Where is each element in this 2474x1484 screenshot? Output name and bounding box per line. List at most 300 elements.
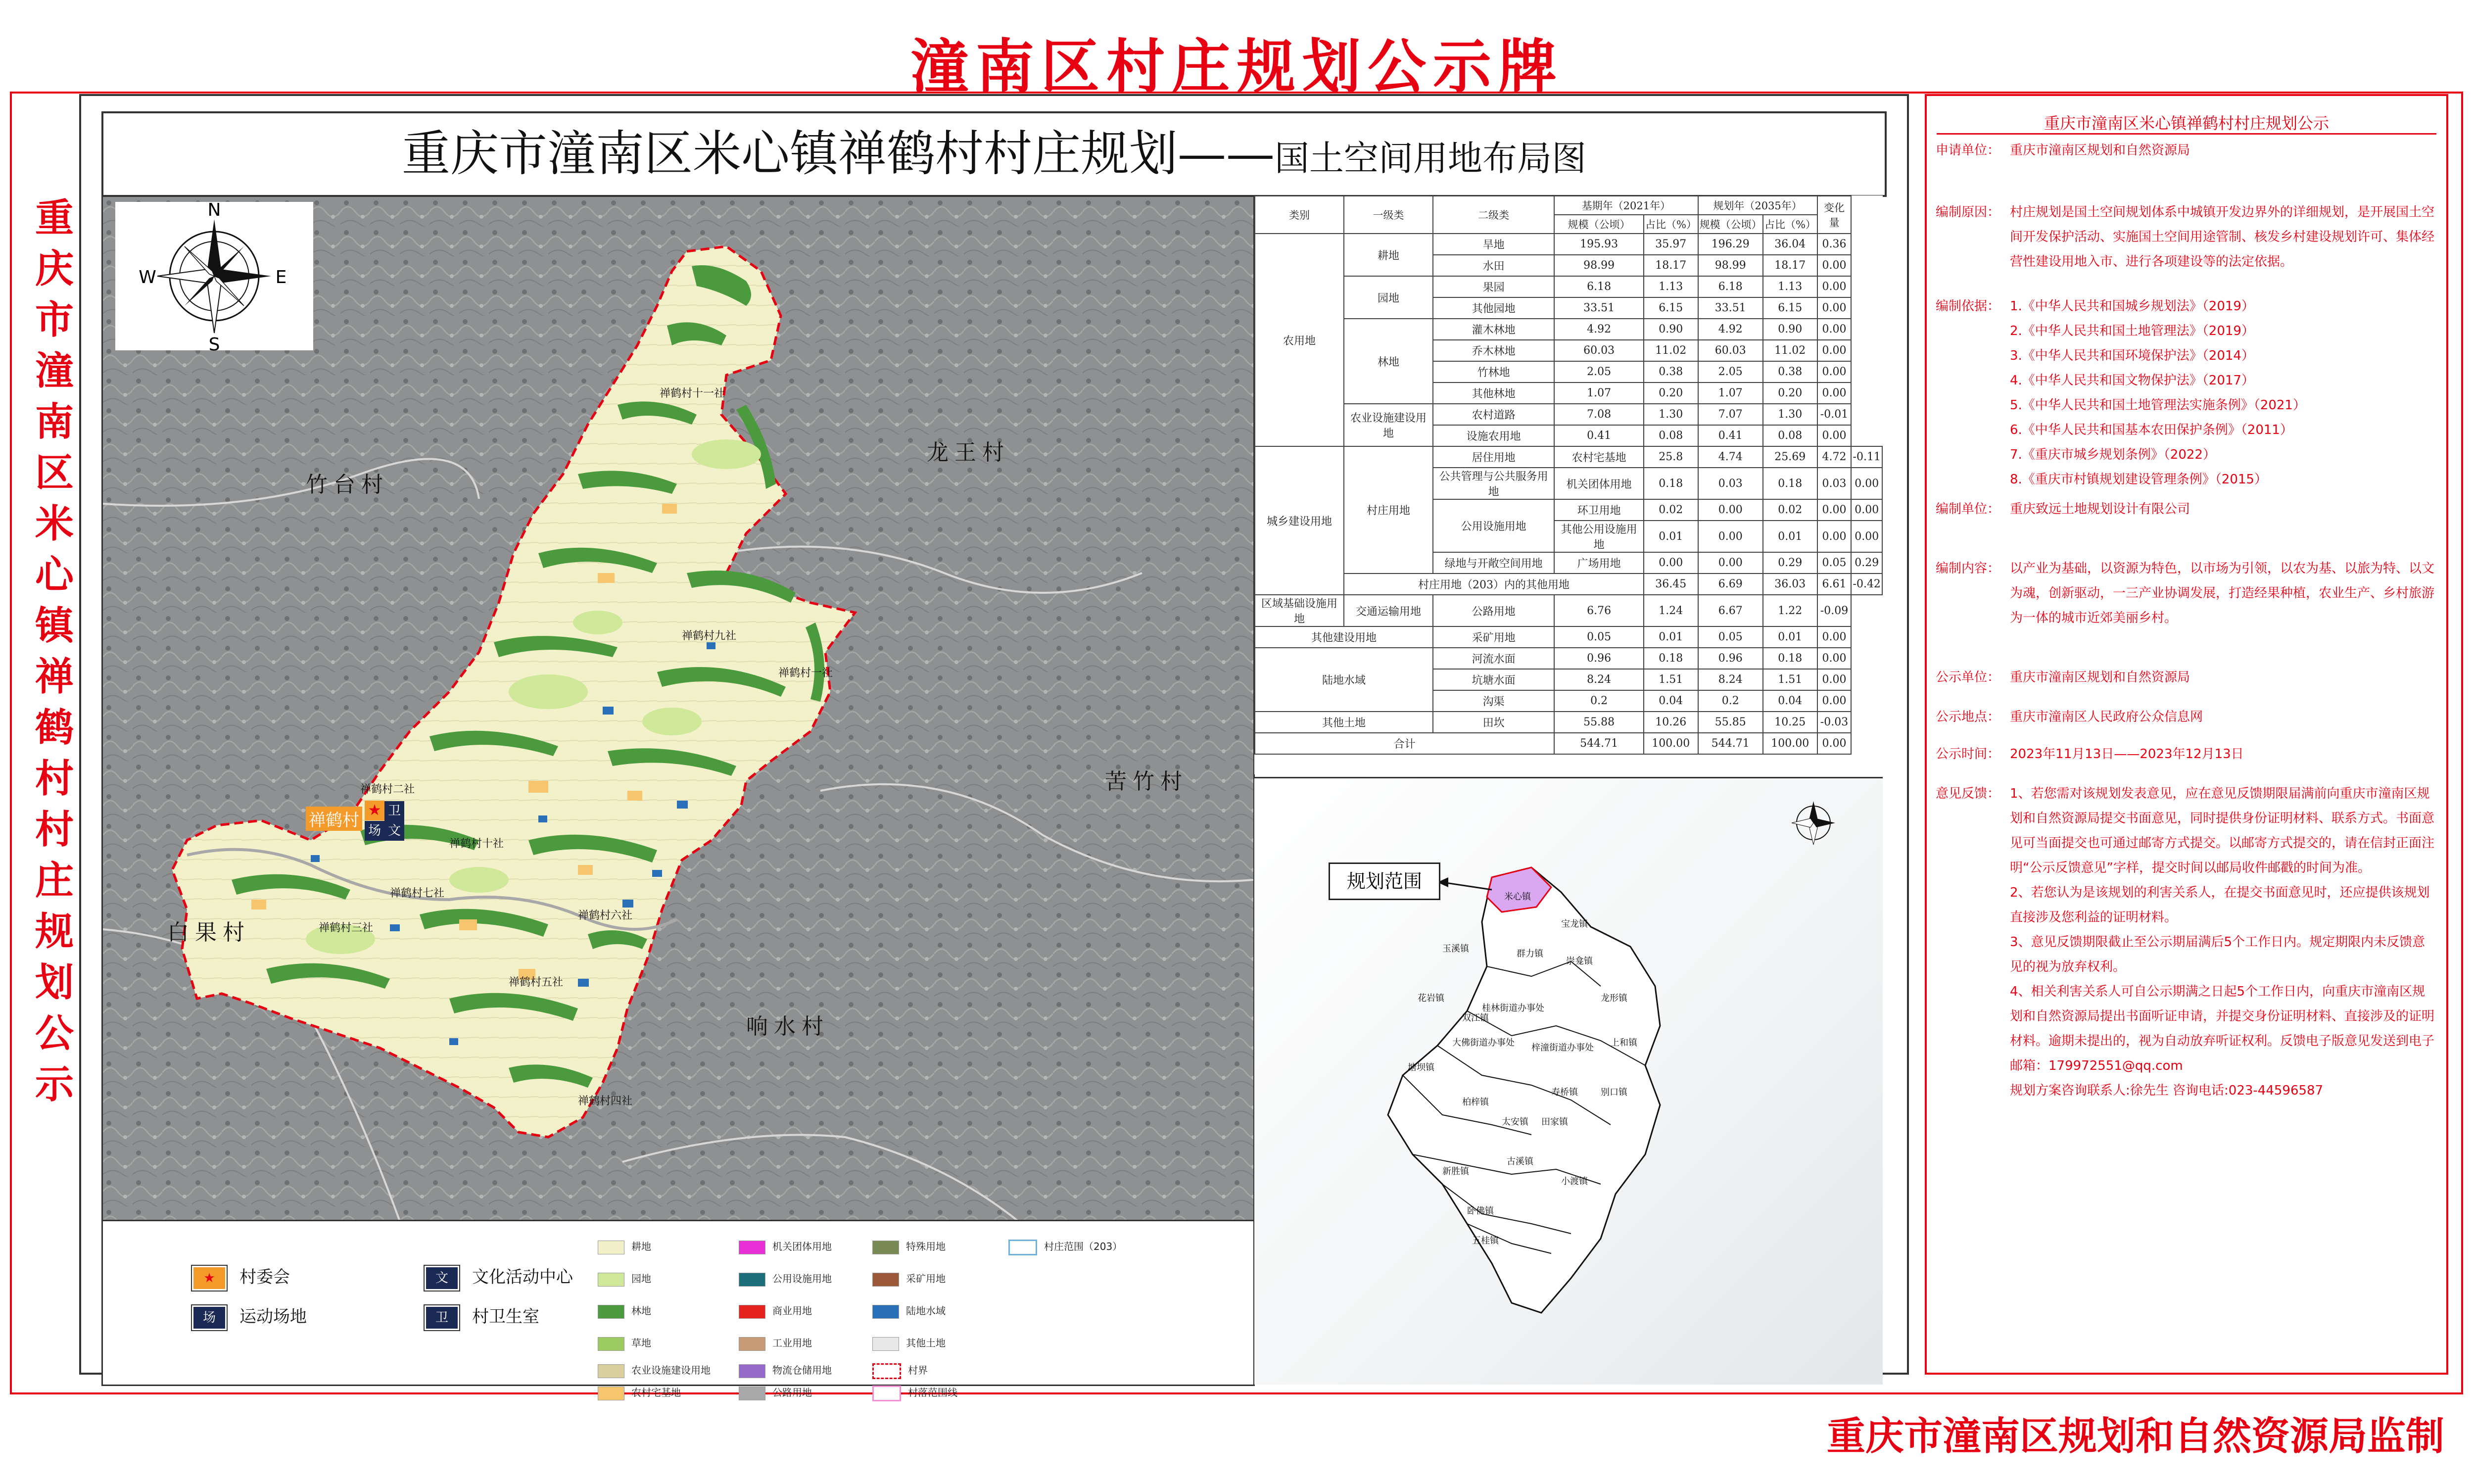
table-cell: 公用设施用地 [1433, 499, 1554, 552]
legend-label: 陆地水域 [906, 1305, 946, 1317]
table-cell: 0.2 [1554, 690, 1644, 712]
table-cell: 村庄用地 [1344, 446, 1433, 574]
table-cell: 0.03 [1698, 468, 1763, 499]
town-label: 花岩镇 [1418, 993, 1444, 1004]
table-cell: 农村道路 [1433, 404, 1554, 425]
legend-item [872, 1335, 946, 1351]
table-cell: 7.08 [1554, 404, 1644, 425]
table-cell: 35.97 [1644, 234, 1698, 255]
table-cell: 居住用地 [1433, 446, 1554, 468]
legend-swatch [598, 1337, 624, 1351]
table-cell: 2.05 [1698, 361, 1763, 383]
map-title-box [101, 111, 1887, 197]
legend-label: 农业设施建设用地 [631, 1364, 711, 1376]
table-cell: 0.01 [1644, 626, 1698, 648]
table-cell: 乔木林地 [1433, 340, 1554, 361]
legend-item [739, 1362, 832, 1378]
legend-swatch [739, 1305, 765, 1319]
table-cell: 0.00 [1698, 552, 1763, 574]
legend-symbol-label: 运动场地 [239, 1307, 307, 1327]
table-cell: -0.03 [1817, 712, 1852, 733]
land-use-map[interactable] [101, 195, 1255, 1223]
table-cell: 合计 [1255, 733, 1554, 754]
group-label: 禅鹤村六社 [578, 910, 633, 922]
legend-item [739, 1303, 812, 1319]
table-cell: 农业设施建设用地 [1344, 404, 1433, 446]
legend-label: 村界 [908, 1364, 928, 1376]
legend-item [598, 1239, 651, 1254]
planning-scope-label: 规划范围 [1329, 862, 1440, 900]
table-cell: 0.00 [1817, 425, 1852, 446]
table-cell: 6.18 [1698, 276, 1763, 297]
table-cell: 98.99 [1554, 255, 1644, 276]
group-label: 禅鹤村十一社 [660, 387, 725, 400]
legend-label: 物流仓储用地 [772, 1364, 832, 1376]
land-use-table [1254, 195, 1883, 755]
village-label-kuzhu: 苦竹村 [1105, 769, 1188, 794]
table-cell: 0.00 [1817, 521, 1852, 552]
table-cell: 100.00 [1644, 733, 1698, 754]
table-cell: 1.51 [1763, 669, 1817, 690]
legend-item [872, 1385, 957, 1401]
legend-label: 林地 [631, 1305, 651, 1317]
legend-swatch [739, 1364, 765, 1378]
table-cell: 6.69 [1698, 574, 1763, 595]
clinic-icon: 卫 [425, 1305, 459, 1330]
signboard-title: 潼南区村庄规划公示牌 [910, 33, 1564, 101]
legend-swatch [598, 1305, 624, 1319]
legend-symbol-label: 村卫生室 [472, 1307, 539, 1327]
table-cell: 0.2 [1698, 690, 1763, 712]
village-label-zhutai: 竹台村 [306, 472, 389, 497]
table-cell: 1.30 [1763, 404, 1817, 425]
table-row [1255, 626, 1882, 648]
table-cell: 0.00 [1817, 255, 1852, 276]
table-row [1255, 733, 1882, 754]
committee-star-icon: ★ [365, 801, 384, 820]
col-header: 变化量 [1817, 196, 1852, 234]
table-cell: 田坎 [1433, 712, 1554, 733]
notice-row-text: 重庆市潼南区人民政府公众信息网 [2010, 710, 2203, 724]
legend-label: 园地 [631, 1273, 651, 1285]
table-cell: 0.96 [1698, 648, 1763, 669]
table-cell: 农村宅基地 [1554, 446, 1644, 468]
table-cell: 0.00 [1817, 276, 1852, 297]
legend-swatch [598, 1364, 624, 1378]
table-cell: 0.18 [1644, 468, 1698, 499]
leader-line [1442, 882, 1492, 890]
town-label: 桂林街道办事处 [1482, 1003, 1544, 1013]
town-label: 宝龙镇 [1561, 919, 1588, 929]
table-cell: 196.29 [1698, 234, 1763, 255]
col-header: 二级类 [1433, 196, 1554, 234]
table-cell: 544.71 [1698, 733, 1763, 754]
inset-north-arrow [1792, 801, 1835, 845]
legend-swatch [739, 1241, 765, 1254]
committee-star-icon: ★ [192, 1266, 227, 1291]
notice-panel [1925, 94, 2448, 1375]
table-row [1255, 574, 1882, 595]
legend-swatch [1008, 1240, 1037, 1255]
legend-label: 公路用地 [772, 1387, 812, 1398]
table-cell: 2.05 [1554, 361, 1644, 383]
table-cell: 耕地 [1344, 234, 1433, 276]
town-label: 崇龛镇 [1566, 956, 1593, 966]
group-label: 禅鹤村一社 [778, 667, 833, 679]
table-cell: 4.92 [1698, 319, 1763, 340]
table-cell: 0.29 [1763, 552, 1817, 574]
notice-divider [1937, 133, 2436, 135]
notice-row-text: 重庆市潼南区规划和自然资源局 [2010, 670, 2190, 685]
village-center-marker[interactable] [306, 801, 404, 841]
legend-item [598, 1303, 651, 1319]
table-row [1255, 712, 1882, 733]
table-cell: 0.96 [1554, 648, 1644, 669]
table-cell: 36.45 [1644, 574, 1698, 595]
legend-swatch [872, 1337, 899, 1351]
col-header: 基期年（2021年） [1554, 196, 1698, 215]
table-row [1255, 595, 1882, 626]
table-cell: 36.04 [1763, 234, 1817, 255]
table-cell: 竹林地 [1433, 361, 1554, 383]
table-cell: 1.30 [1644, 404, 1698, 425]
legend-label: 采矿用地 [906, 1273, 946, 1285]
table-cell: 灌木林地 [1433, 319, 1554, 340]
legend-item [739, 1335, 812, 1351]
notice-row-label: 编制内容： [1936, 561, 2000, 576]
legend-label: 特殊用地 [906, 1241, 946, 1252]
table-cell: 广场用地 [1554, 552, 1644, 574]
legend-label: 公用设施用地 [772, 1273, 832, 1285]
table-cell: 1.51 [1644, 669, 1698, 690]
table-cell: 0.00 [1817, 648, 1852, 669]
table-cell: 0.08 [1644, 425, 1698, 446]
table-cell: 0.90 [1763, 319, 1817, 340]
legend-swatch [598, 1273, 624, 1287]
table-cell: 0.05 [1698, 626, 1763, 648]
culture-center-icon: 文 [384, 821, 404, 841]
supervisor-footer: 重庆市潼南区规划和自然资源局监制 [1826, 1414, 2444, 1459]
table-cell: 0.00 [1817, 733, 1852, 754]
table-cell: 0.02 [1644, 499, 1698, 521]
table-cell: 8.24 [1698, 669, 1763, 690]
table-cell: 0.05 [1554, 626, 1644, 648]
legend-label: 草地 [631, 1337, 651, 1349]
table-cell: 0.36 [1817, 234, 1852, 255]
table-cell: 林地 [1344, 319, 1433, 404]
table-cell: 0.03 [1817, 468, 1852, 499]
compass-w: W [139, 267, 156, 287]
table-cell: 25.69 [1763, 446, 1817, 468]
table-cell: 25.8 [1644, 446, 1698, 468]
town-label: 玉溪镇 [1442, 944, 1469, 954]
legend-item [739, 1239, 832, 1254]
legend-label: 工业用地 [772, 1337, 812, 1349]
town-label: 塘坝镇 [1408, 1062, 1434, 1073]
compass-rose [115, 200, 313, 355]
table-cell: 0.00 [1817, 669, 1852, 690]
table-cell: 1.13 [1763, 276, 1817, 297]
group-label: 禅鹤村九社 [682, 630, 737, 642]
legend-label: 商业用地 [772, 1305, 812, 1317]
town-label: 寿桥镇 [1551, 1087, 1578, 1098]
legend-symbol-committee [192, 1263, 290, 1291]
table-row [1255, 446, 1882, 468]
legend-item [598, 1335, 651, 1351]
table-cell: 0.41 [1698, 425, 1763, 446]
table-cell: 55.85 [1698, 712, 1763, 733]
table-cell: 其他土地 [1255, 712, 1433, 733]
table-cell: 0.04 [1763, 690, 1817, 712]
legend-item [872, 1303, 946, 1319]
notice-row-label: 公示时间： [1936, 747, 2000, 762]
legend-item [598, 1362, 711, 1378]
map-legend [101, 1220, 1255, 1398]
group-label: 禅鹤村四社 [578, 1095, 633, 1107]
table-row [1255, 234, 1882, 255]
table-cell: 0.00 [1851, 468, 1882, 499]
notice-row-text: 2023年11月13日——2023年12月13日 [2010, 747, 2244, 762]
legend-symbol-clinic [425, 1303, 539, 1330]
notice-title: 重庆市潼南区米心镇禅鹤村村庄规划公示 [2044, 114, 2329, 133]
legend-swatch [872, 1363, 901, 1379]
legend-label: 村落范围线 [908, 1387, 957, 1398]
village-label-baiguo: 白果村 [167, 920, 250, 945]
compass-s: S [208, 335, 220, 355]
legend-label: 耕地 [631, 1241, 651, 1252]
table-cell: 0.18 [1763, 648, 1817, 669]
table-cell: -0.09 [1817, 595, 1852, 626]
table-cell: 城乡建设用地 [1255, 446, 1344, 595]
table-cell: 旱地 [1433, 234, 1554, 255]
table-cell: 0.00 [1817, 383, 1852, 404]
clinic-icon: 卫 [384, 801, 404, 821]
col-subheader: 规模（公顷） [1554, 215, 1644, 234]
map-canvas [103, 197, 1253, 1221]
table-cell: 6.18 [1554, 276, 1644, 297]
map-subtitle: 国土空间用地布局图 [1275, 138, 1586, 179]
table-cell: 陆地水域 [1255, 648, 1433, 712]
table-cell: 0.00 [1817, 361, 1852, 383]
group-label: 禅鹤村十社 [449, 838, 504, 850]
town-label: 龙形镇 [1601, 993, 1627, 1004]
table-cell: 10.25 [1763, 712, 1817, 733]
legend-swatch [872, 1241, 899, 1254]
table-cell: 6.15 [1644, 297, 1698, 319]
town-label: 上和镇 [1611, 1038, 1637, 1048]
table-cell: 果园 [1433, 276, 1554, 297]
table-cell: 33.51 [1698, 297, 1763, 319]
compass-n: N [207, 200, 221, 220]
notice-row-label: 公示地点： [1936, 710, 2000, 724]
culture-center-icon: 文 [425, 1266, 459, 1291]
notice-row-label: 编制单位： [1936, 502, 2000, 517]
town-label: 别口镇 [1601, 1087, 1627, 1098]
table-cell: 绿地与开敞空间用地 [1433, 552, 1554, 574]
table-cell: 坑塘水面 [1433, 669, 1554, 690]
land-use-table-panel [1254, 195, 1883, 774]
table-cell: 0.18 [1644, 648, 1698, 669]
legend-item [872, 1271, 946, 1287]
table-row [1255, 648, 1882, 669]
table-cell: 6.76 [1554, 595, 1644, 626]
town-label: 梓潼街道办事处 [1531, 1043, 1594, 1053]
village-label-xiangshui: 响水村 [746, 1014, 829, 1039]
table-cell: 1.07 [1698, 383, 1763, 404]
notice-row-label: 申请单位： [1936, 143, 2000, 158]
town-label: 大佛街道办事处 [1452, 1038, 1515, 1048]
table-row [1255, 276, 1882, 297]
table-cell: -0.01 [1817, 404, 1852, 425]
town-label: 米心镇 [1504, 892, 1531, 902]
legend-symbol-label: 村委会 [239, 1267, 290, 1287]
table-cell: 4.72 [1817, 446, 1852, 468]
legend-swatch [739, 1387, 765, 1400]
col-subheader: 占比（%） [1763, 215, 1817, 234]
notice-row-text: 村庄规划是国土空间规划体系中城镇开发边界外的详细规划，是开展国土空间开发保护活动、实施国土空间用途管制、核发乡村建设规划许可、集体经营性建设用地入市、进行各项建设等的法定依据。 [2010, 205, 2435, 269]
table-cell: 1.24 [1644, 595, 1698, 626]
table-cell: 0.00 [1644, 552, 1698, 574]
table-cell: 园地 [1344, 276, 1433, 319]
legend-item [739, 1271, 832, 1287]
legend-swatch [598, 1241, 624, 1254]
table-cell: 0.05 [1817, 552, 1852, 574]
table-cell: 机关团体用地 [1554, 468, 1644, 499]
legend-item [739, 1385, 812, 1400]
table-cell: 区域基础设施用地 [1255, 595, 1344, 626]
table-cell: 0.02 [1763, 499, 1817, 521]
table-cell: 100.00 [1763, 733, 1817, 754]
table-cell: 0.29 [1851, 552, 1882, 574]
table-cell: 98.99 [1698, 255, 1763, 276]
col-header: 一级类 [1344, 196, 1433, 234]
map-title: 重庆市潼南区米心镇禅鹤村村庄规划—— [401, 126, 1275, 182]
legend-item [1008, 1239, 1122, 1255]
town-label: 卧佛镇 [1467, 1206, 1494, 1216]
table-cell: 0.00 [1817, 319, 1852, 340]
table-cell: 10.26 [1644, 712, 1698, 733]
table-cell: 33.51 [1554, 297, 1644, 319]
table-cell: 0.00 [1817, 690, 1852, 712]
table-cell: 公路用地 [1433, 595, 1554, 626]
table-cell: 0.00 [1851, 499, 1882, 521]
table-cell: 0.04 [1644, 690, 1698, 712]
table-cell: 公共管理与公共服务用地 [1433, 468, 1554, 499]
compass-e: E [275, 267, 287, 287]
table-cell: 其他建设用地 [1255, 626, 1433, 648]
legend-label: 其他土地 [906, 1337, 946, 1349]
legend-symbol-culture [425, 1263, 573, 1291]
table-cell: 8.24 [1554, 669, 1644, 690]
table-cell: 18.17 [1763, 255, 1817, 276]
table-cell: 60.03 [1554, 340, 1644, 361]
table-cell: 0.00 [1851, 521, 1882, 552]
table-cell: 6.67 [1698, 595, 1763, 626]
group-label: 禅鹤村七社 [390, 887, 445, 900]
col-subheader: 占比（%） [1644, 215, 1698, 234]
table-cell: -0.42 [1851, 574, 1882, 595]
location-inset-map[interactable] [1254, 777, 1883, 1385]
table-cell: 544.71 [1554, 733, 1644, 754]
table-cell: 36.03 [1763, 574, 1817, 595]
table-cell: -0.11 [1851, 446, 1882, 468]
table-cell: 其他公用设施用地 [1554, 521, 1644, 552]
notice-row-label: 公示单位： [1936, 670, 2000, 685]
notice-row-text: 重庆致远土地规划设计有限公司 [2010, 502, 2190, 517]
table-cell: 0.38 [1644, 361, 1698, 383]
table-cell: 其他园地 [1433, 297, 1554, 319]
town-label: 新胜镇 [1442, 1166, 1469, 1177]
town-label: 田家镇 [1541, 1117, 1568, 1127]
table-cell: 195.93 [1554, 234, 1644, 255]
table-cell: 其他林地 [1433, 383, 1554, 404]
group-label: 禅鹤村三社 [319, 922, 374, 934]
table-cell: 沟渠 [1433, 690, 1554, 712]
town-label: 小渡镇 [1561, 1176, 1588, 1187]
table-cell: 采矿用地 [1433, 626, 1554, 648]
notice-row-label: 编制依据： [1936, 299, 2000, 314]
table-cell: 0.18 [1763, 468, 1817, 499]
legend-item [872, 1239, 946, 1254]
table-cell: 0.38 [1763, 361, 1817, 383]
table-cell: 11.02 [1763, 340, 1817, 361]
col-header: 类别 [1255, 196, 1344, 234]
table-cell: 0.01 [1763, 521, 1817, 552]
group-label: 禅鹤村二社 [360, 783, 415, 796]
legend-swatch [739, 1273, 765, 1287]
legend-swatch [598, 1387, 624, 1400]
table-cell: 0.01 [1644, 521, 1698, 552]
table-cell: 0.20 [1763, 383, 1817, 404]
table-cell: 11.02 [1644, 340, 1698, 361]
legend-swatch [872, 1305, 899, 1319]
legend-symbol-sports [192, 1303, 307, 1330]
table-cell: 4.92 [1554, 319, 1644, 340]
notice-row-text: 重庆市潼南区规划和自然资源局 [2010, 143, 2190, 158]
table-cell: 1.07 [1554, 383, 1644, 404]
notice-row-text: 1.《中华人民共和国城乡规划法》（2019） 2.《中华人民共和国土地管理法》（2019） 3.《中华人民共和国环境保护法》（2014） 4.《中华人民共和国文物保护法》（2017） 5.《中华人民共和国土地管理法实施条例》（2021） 6.《中华人民共和国基本农田保护条例》（2011） 7.《重庆市城乡规划条例》（2022） 8.《重庆市村镇规划建设管理条例》（2015） [2010, 299, 2306, 487]
village-label-longwang: 龙王村 [927, 440, 1010, 465]
side-title: 重庆市潼南区米心镇禅鹤村村庄规划公示 [35, 196, 74, 1107]
table-cell: 0.00 [1817, 499, 1852, 521]
notice-row-label: 意见反馈： [1936, 786, 2000, 801]
table-cell: 环卫用地 [1554, 499, 1644, 521]
table-cell: 河流水面 [1433, 648, 1554, 669]
town-label: 群力镇 [1517, 949, 1543, 959]
town-label: 五桂镇 [1472, 1236, 1499, 1246]
table-cell: 0.90 [1644, 319, 1698, 340]
town-label: 太安镇 [1502, 1117, 1528, 1127]
legend-label: 机关团体用地 [772, 1241, 832, 1252]
table-cell: 1.22 [1763, 595, 1817, 626]
table-cell: 1.13 [1644, 276, 1698, 297]
col-subheader: 规模（公顷） [1698, 215, 1763, 234]
legend-item [598, 1385, 681, 1400]
table-cell: 55.88 [1554, 712, 1644, 733]
table-cell: 0.00 [1698, 521, 1763, 552]
legend-symbol-label: 文化活动中心 [472, 1267, 573, 1287]
table-row [1255, 404, 1882, 425]
legend-label: 村庄范围（203） [1044, 1241, 1123, 1252]
legend-label: 农村宅基地 [631, 1387, 681, 1398]
table-cell: 6.61 [1817, 574, 1852, 595]
legend-item [598, 1271, 651, 1287]
town-label: 古溪镇 [1507, 1156, 1533, 1167]
table-cell: 6.15 [1763, 297, 1817, 319]
village-center-label: 禅鹤村 [306, 807, 362, 831]
notice-row-label: 编制原因： [1936, 205, 2000, 220]
table-cell: 0.08 [1763, 425, 1817, 446]
